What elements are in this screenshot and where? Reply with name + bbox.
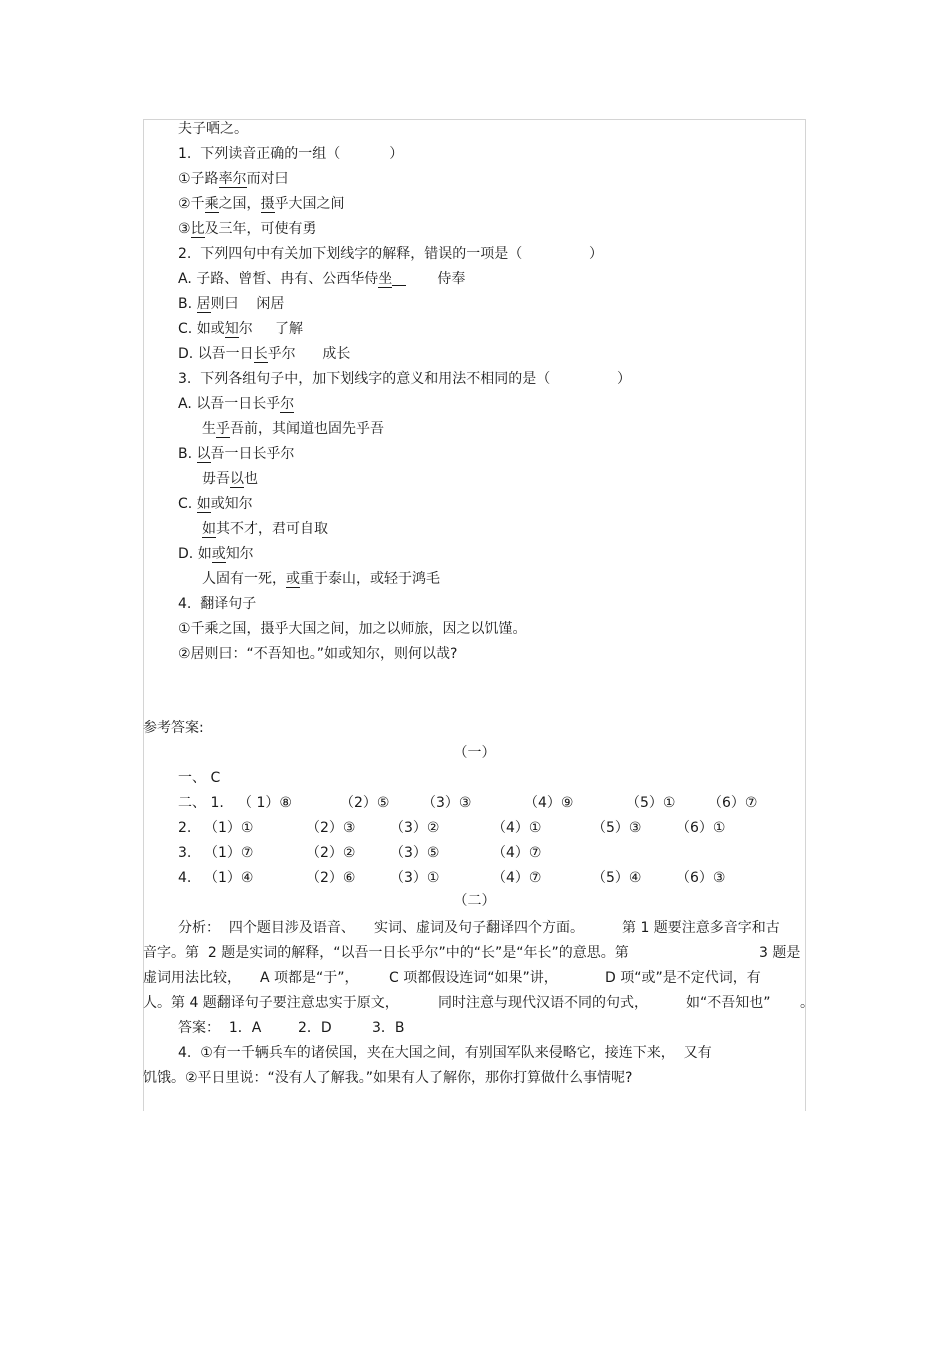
answers-part1-title: （一） — [453, 745, 496, 761]
analysis-text: 3 题是 — [759, 945, 801, 961]
q3-option-b-line2: 毋吾以也 — [202, 471, 258, 487]
q3-option-a-line1: A. 以吾一日长乎尔 — [178, 396, 295, 412]
answer-cell: （3）③ — [422, 795, 472, 811]
answers-row-a: 一、 C — [178, 770, 221, 786]
answer-cell: （5）① — [626, 795, 676, 811]
answer-cell: （3）⑤ — [390, 845, 440, 861]
answer-cell: （1）⑦ — [204, 845, 254, 861]
answer-cell: （2）③ — [306, 820, 356, 836]
q3-option-d-line2: 人固有一死，或重于泰山，或轻于鸿毛 — [202, 571, 440, 587]
answer-cell: （5）④ — [592, 870, 642, 886]
answers-heading: 参考答案: — [143, 720, 204, 736]
answer-line: 3．B — [372, 1020, 405, 1036]
q4-stem: 4. 翻译句子 — [178, 596, 257, 612]
answer-cell: （6）① — [676, 820, 726, 836]
q2-option-a: A. 子路、曾皙、冉有、公西华侍坐 侍奉 — [178, 271, 466, 287]
analysis-text: 。 — [800, 995, 814, 1011]
answers-row-b-lead: 二、 1. — [178, 795, 224, 811]
q1-item-3: ③比及三年，可使有勇 — [178, 221, 317, 237]
q3-option-a-line2: 生乎吾前，其闻道也固先乎吾 — [202, 421, 384, 437]
answer-cell: （2）⑤ — [340, 795, 390, 811]
answers-part2-title: （二） — [453, 893, 496, 909]
answer-cell: （6）③ — [676, 870, 726, 886]
q2-stem: 2. 下列四句中有关加下划线字的解释，错误的一项是（ ） — [178, 246, 604, 262]
answers-row-lead: 3. — [178, 845, 192, 861]
answers-row-lead: 2. — [178, 820, 192, 836]
answer-cell: （2）② — [306, 845, 356, 861]
answer-cell: （4）⑦ — [492, 870, 542, 886]
q2-option-c: C. 如或知尔 了解 — [178, 321, 303, 337]
q1-stem: 1. 下列读音正确的一组（ ） — [178, 146, 404, 162]
answers-row-lead: 4. — [178, 870, 192, 886]
q3-option-d-line1: D. 如或知尔 — [178, 546, 254, 562]
q1-item-2: ②千乘之国，摄乎大国之间 — [178, 196, 345, 212]
answer-cell: （5）③ — [592, 820, 642, 836]
answer-cell: （3）① — [390, 870, 440, 886]
answer-cell: （6）⑦ — [708, 795, 758, 811]
answer-cell: （1）④ — [204, 870, 254, 886]
answer-cell: （4）⑨ — [524, 795, 574, 811]
q2-option-d: D. 以吾一日长乎尔 成长 — [178, 346, 351, 362]
analysis-text: A 项都是“于”， — [260, 970, 359, 986]
analysis-text: 分析： 四个题目涉及语音、 — [178, 920, 355, 936]
analysis-text: D 项“或”是不定代词，有 — [605, 970, 761, 986]
answer-cell: （3）② — [390, 820, 440, 836]
analysis-text: 实词、虚词及句子翻译四个方面。 — [374, 920, 584, 936]
q2-option-b: B. 居则曰 闲居 — [178, 296, 285, 312]
q3-option-c-line1: C. 如或知尔 — [178, 496, 253, 512]
q4-item-1: ①千乘之国，摄乎大国之间，加之以师旅，因之以饥馑。 — [178, 621, 527, 637]
translation-line-2: 饥饿。②平日里说：“没有人了解我。”如果有人了解你，那你打算做什么事情呢? — [143, 1070, 633, 1086]
q3-option-c-line2: 如其不才，君可自取 — [202, 521, 328, 537]
q4-item-2: ②居则曰：“不吾知也。”如或知尔，则何以哉? — [178, 646, 458, 662]
answer-cell: （ 1）⑧ — [238, 795, 292, 811]
answer-cell: （2）⑥ — [306, 870, 356, 886]
translation-line-1: 4. ①有一千辆兵车的诸侯国，夹在大国之间，有别国军队来侵略它，接连下来， 又有 — [178, 1045, 712, 1061]
answer-cell: （1）① — [204, 820, 254, 836]
q1-item-1: ①子路率尔而对曰 — [178, 171, 289, 187]
answer-line: 答案： 1．A — [178, 1020, 262, 1036]
q3-option-b-line1: B. 以吾一日长乎尔 — [178, 446, 295, 462]
analysis-text: 虚词用法比较， — [143, 970, 241, 986]
analysis-text: 如“不吾知也” — [686, 995, 771, 1011]
q3-stem: 3. 下列各组句子中，加下划线字的意义和用法不相同的是（ ） — [178, 371, 632, 387]
answer-line: 2．D — [298, 1020, 332, 1036]
analysis-text: 第 1 题要注意多音字和古 — [622, 920, 780, 936]
analysis-text: 同时注意与现代汉语不同的句式， — [438, 995, 648, 1011]
answer-cell: （4）① — [492, 820, 542, 836]
analysis-text: 音字。第 2 题是实词的解释，“以吾一日长乎尔”中的“长”是“年长”的意思。第 — [143, 945, 629, 961]
analysis-text: C 项都假设连词“如果”讲， — [389, 970, 558, 986]
intro-line: 夫子哂之。 — [178, 121, 248, 137]
answer-cell: （4）⑦ — [492, 845, 542, 861]
analysis-text: 人。第 4 题翻译句子要注意忠实于原文， — [143, 995, 399, 1011]
